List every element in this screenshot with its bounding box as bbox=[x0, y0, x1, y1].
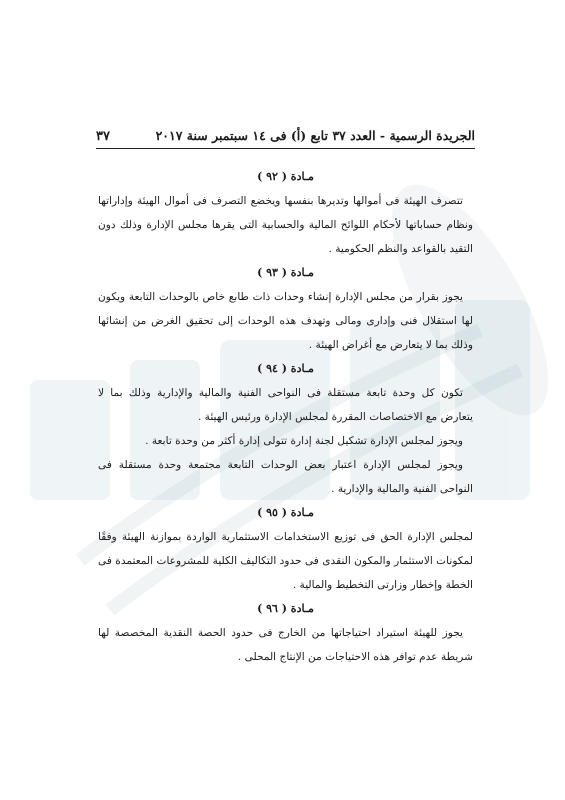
article-title: مـادة ( ٩٥ ) bbox=[257, 506, 314, 519]
article-93 bbox=[98, 261, 473, 357]
page-header bbox=[96, 128, 475, 144]
article-paragraph: يجوز بقرار من مجلس الإدارة إنشاء وحدات ذات طابع خاص بالوحدات التابعة ويكون لها استقلال فنى وإدارى ومالى وتهدف هذه الوحدات إلى تحقيق الغرض من إنشائها وذلك بما لا يتعارض مع أغراض الهيئة . bbox=[98, 291, 473, 351]
article-title: مـادة ( ٩٤ ) bbox=[257, 362, 314, 375]
article-92 bbox=[98, 165, 473, 261]
article-paragraph: ويجوز لمجلس الإدارة تشكيل لجنة إدارة تتولى إدارة أكثر من وحدة تابعة . bbox=[145, 435, 463, 447]
article-94 bbox=[98, 357, 473, 501]
article-paragraph: يجوز للهيئة استيراد احتياجاتها من الخارج فى حدود الحصة النقدية المخصصة لها شريطة عدم توافر هذه الاحتياجات من الإنتاج المحلى . bbox=[98, 627, 473, 663]
gazette-content bbox=[98, 165, 473, 669]
header-divider bbox=[96, 148, 475, 149]
article-96 bbox=[98, 597, 473, 669]
article-paragraph: تتصرف الهيئة فى أموالها وتديرها بنفسها ويخضع التصرف فى أموال الهيئة وإداراتها ونظام حساباتها لأحكام اللوائح المالية والحسابية التى يقرها مجلس الإدارة وذلك دون التقيد بالقواعد والنظم الحكومية . bbox=[98, 195, 473, 255]
article-paragraph: ويجوز لمجلس الإدارة اعتبار بعض الوحدات التابعة مجتمعة وحدة مستقلة فى النواحى الفنية والمالية والإدارية . bbox=[98, 459, 473, 495]
article-title: مـادة ( ٩٢ ) bbox=[257, 170, 314, 183]
header-title: الجريدة الرسمية - العدد ٣٧ تابع (أ) فى ١٤ سبتمبر سنة ٢٠١٧ bbox=[155, 128, 475, 143]
article-paragraph: تكون كل وحدة تابعة مستقلة فى النواحى الفنية والمالية والإدارية وذلك بما لا يتعارض مع الاختصاصات المقررة لمجلس الإدارة ورئيس الهيئة . bbox=[98, 387, 473, 423]
article-paragraph: لمجلس الإدارة الحق فى توزيع الاستخدامات الاستثمارية الواردة بموازنة الهيئة وفقًا لمكونات الاستثمار والمكون النقدى فى حدود التكاليف الكلية للمشروعات المعتمدة فى الخطة وإخطار وزارتى التخطيط والمالية . bbox=[98, 531, 473, 591]
article-title: مـادة ( ٩٣ ) bbox=[257, 266, 314, 279]
article-95 bbox=[98, 501, 473, 597]
article-title: مـادة ( ٩٦ ) bbox=[257, 602, 314, 615]
page-number: ٣٧ bbox=[96, 129, 110, 144]
